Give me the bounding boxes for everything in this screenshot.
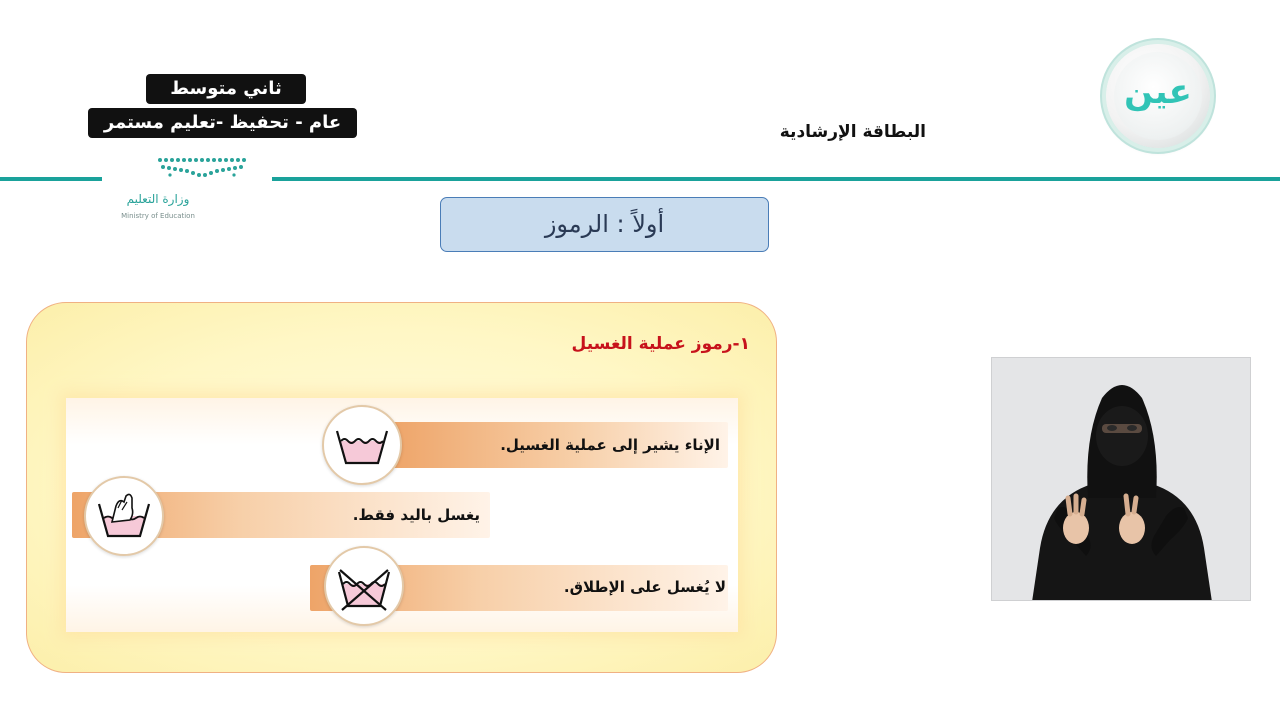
- do-not-wash-icon: [324, 546, 404, 626]
- symbol-description: يغسل باليد فقط.: [352, 506, 480, 524]
- tracks-badge: عام - تحفيظ -تعليم مستمر: [88, 108, 357, 138]
- wash-basin-icon: [322, 405, 402, 485]
- ministry-logo: [108, 152, 248, 224]
- symbol-description: لا يُغسل على الإطلاق.: [563, 578, 726, 596]
- header-divider-right: [272, 177, 1280, 181]
- grade-badge: ثاني متوسط: [146, 74, 306, 104]
- ein-channel-logo: [1106, 44, 1210, 148]
- hand-wash-icon: [84, 476, 164, 556]
- panel-heading: ١-رموز عملية الغسيل: [571, 334, 750, 354]
- ein-logo-text: عين: [1124, 72, 1192, 112]
- ministry-emblem-icon: [108, 152, 248, 190]
- section-title: أولاً : الرموز: [544, 210, 665, 238]
- section-title-box: [440, 197, 769, 252]
- signer-figure-icon: [992, 358, 1251, 601]
- header-divider-left: [0, 177, 102, 181]
- ministry-name-en: Ministry of Education: [121, 212, 195, 220]
- symbol-description: الإناء يشير إلى عملية الغسيل.: [500, 436, 720, 454]
- ministry-name-ar: وزارة التعليم: [126, 192, 190, 206]
- sign-language-video: [991, 357, 1251, 601]
- guide-title: البطاقة الإرشادية: [779, 122, 926, 142]
